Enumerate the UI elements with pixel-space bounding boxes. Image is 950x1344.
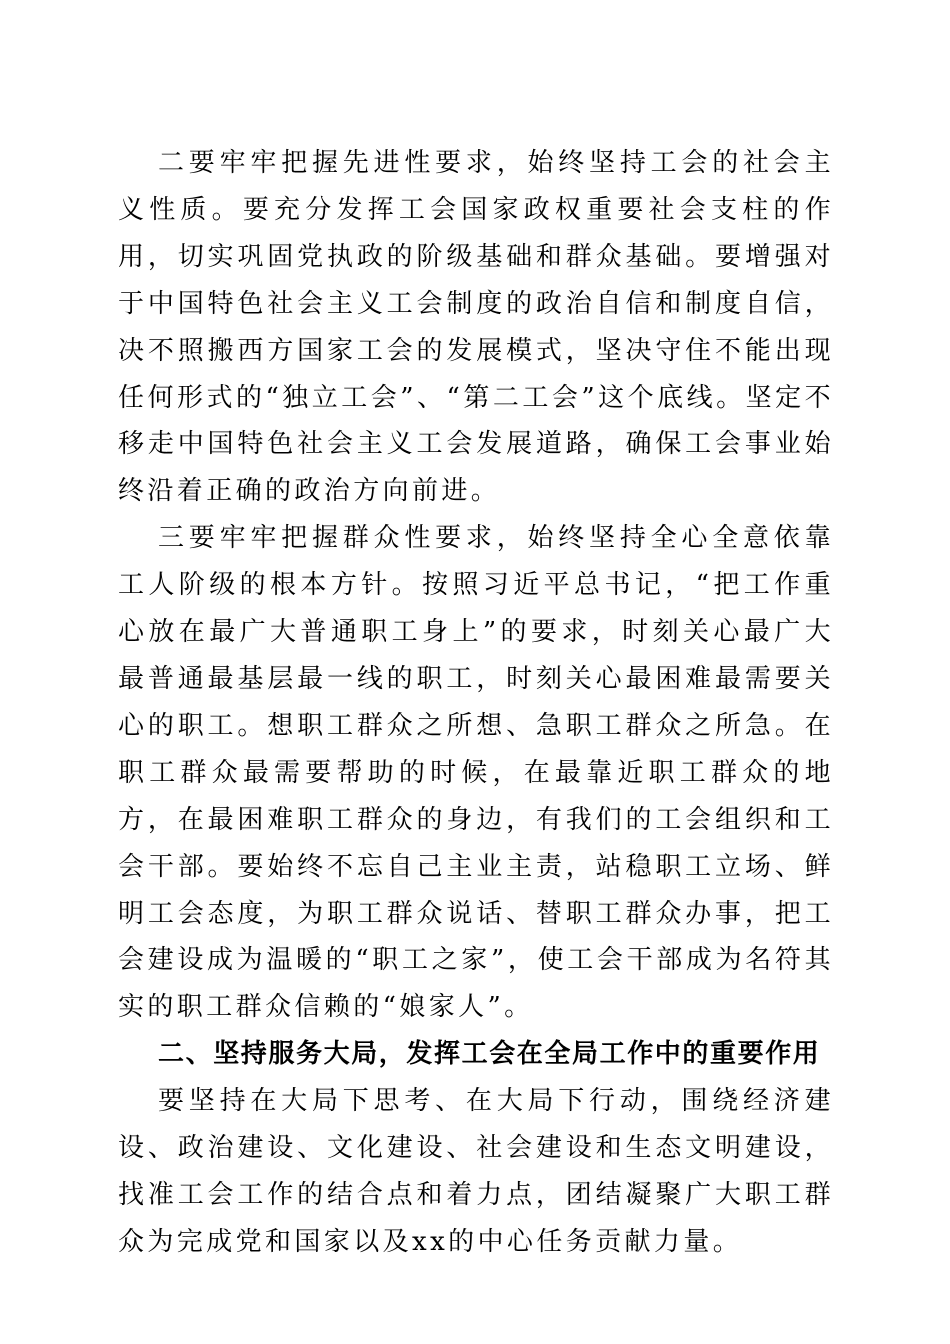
section-heading-serve-overall: 二、坚持服务大局，发挥工会在全局工作中的重要作用 — [158, 1039, 821, 1070]
paragraph-overall-situation: 要坚持在大局下思考、在大局下行动，围绕经济建设、政治建设、文化建设、社会建设和生态文明建设，找准工会工作的结合点和着力点，团结凝聚广大职工群众为完成党和国家以及xx的中心任务贡献力量。 — [118, 1086, 834, 1257]
paragraph-progressiveness: 二要牢牢把握先进性要求，始终坚持工会的社会主义性质。要充分发挥工会国家政权重要社会支柱的作用，切实巩固党执政的阶级基础和群众基础。要增强对于中国特色社会主义工会制度的政治自信和制度自信，决不照搬西方国家工会的发展模式，坚决守住不能出现任何形式的“独立工会”、“第二工会”这个底线。坚定不移走中国特色社会主义工会发展道路，确保工会事业始终沿着正确的政治方向前进。 — [118, 148, 834, 507]
document-body — [118, 140, 834, 1266]
paragraph-mass-character: 三要牢牢把握群众性要求，始终坚持全心全意依靠工人阶级的根本方针。按照习近平总书记，“把工作重心放在最广大普通职工身上”的要求，时刻关心最广大最普通最基层最一线的职工，时刻关心最困难最需要关心的职工。想职工群众之所想、急职工群众之所急。在职工群众最需要帮助的时候，在最靠近职工群众的地方，在最困难职工群众的身边，有我们的工会组织和工会干部。要始终不忘自己主业主责，站稳职工立场、鲜明工会态度，为职工群众说话、替职工群众办事，把工会建设成为温暖的“职工之家”，使工会干部成为名符其实的职工群众信赖的“娘家人”。 — [118, 523, 834, 1023]
